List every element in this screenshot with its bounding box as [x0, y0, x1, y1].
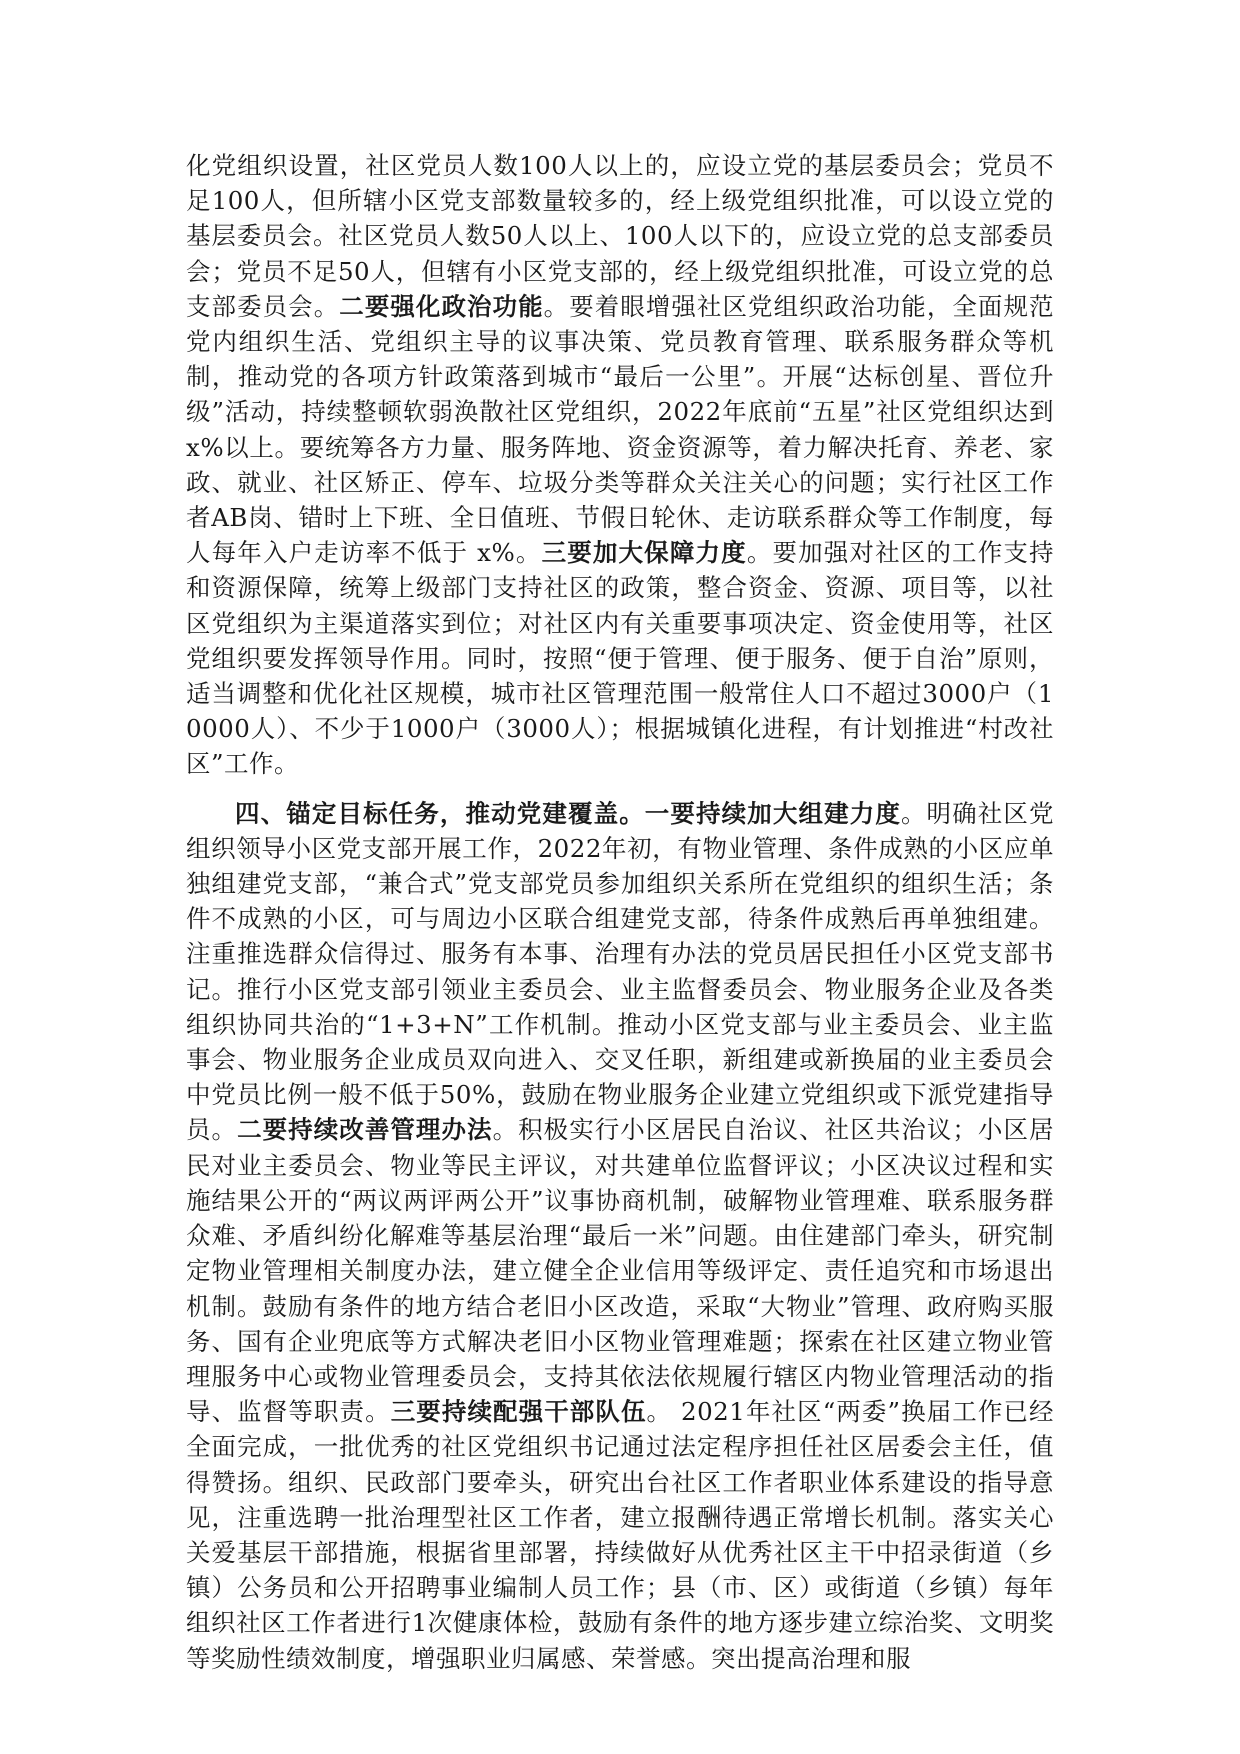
section-heading-four: 四、锚定目标任务，推动党建覆盖。一要持续加大组建力度: [235, 798, 901, 828]
paragraph-text: 。明确社区党组织领导小区党支部开展工作，2022年初，有物业管理、条件成熟的小区应单独组建党支部，“兼合式”党支部党员参加组织关系所在党组织的组织生活；条件不成熟的小区，可与周边小区联合组建党支部，待条件成熟后再单独组建。注重推选群众信得过、服务有本事、治理有办法的党员居民担任小区党支部书记。推行小区党支部引领业主委员会、业主监督委员会、物业服务企业及各类组织协同共治的“1+3+N”工作机制。推动小区党支部与业主委员会、业主监事会、物业服务企业成员双向进入、交叉任职，新组建或新换届的业主委员会中党员比例一般不低于50%，鼓励在物业服务企业建立党组织或下派党建指导员。: [186, 798, 1055, 1145]
paragraph-section-four: [186, 796, 1054, 1676]
document-page: [186, 148, 1054, 1676]
paragraph-text: 。要加强对社区的工作支持和资源保障，统筹上级部门支持社区的政策，整合资金、资源、项目等，以社区党组织为主渠道落实到位；对社区内有关重要事项决定、资金使用等，社区党组织要发挥领导作用。同时，按照“便于管理、便于服务、便于自治”原则，适当调整和优化社区规模，城市社区管理范围一般常住人口不超过3000户（10000人）、不少于1000户（3000人）；根据城镇化进程，有计划推进“村改社区”工作。: [186, 538, 1055, 779]
bold-heading-improve-management: 二要持续改善管理办法: [237, 1115, 493, 1145]
bold-heading-increase-support: 三要加大保障力度: [541, 538, 747, 568]
paragraph-text: 化党组织设置，社区党员人数100人以上的，应设立党的基层委员会；党员不足100人，但所辖小区党支部数量较多的，经上级党组织批准，可以设立党的基层委员会。社区党员人数50人以上、100人以下的，应设立党的总支部委员会；党员不足50人，但辖有小区党支部的，经上级党组织批准，可设立党的总支部委员会。: [186, 151, 1054, 321]
bold-heading-strengthen-cadres: 三要持续配强干部队伍: [390, 1397, 647, 1427]
paragraph-text: 。积极实行小区居民自治议、社区共治议；小区居民对业主委员会、物业等民主评议，对共建单位监督评议；小区决议过程和实施结果公开的“两议两评两公开”议事协商机制，破解物业管理难、联系服务群众难、矛盾纠纷化解难等基层治理“最后一米”问题。由住建部门牵头，研究制定物业管理相关制度办法，建立健全企业信用等级评定、责任追究和市场退出机制。鼓励有条件的地方结合老旧小区改造，采取“大物业”管理、政府购买服务、国有企业兜底等方式解决老旧小区物业管理难题；探索在社区建立物业管理服务中心或物业管理委员会，支持其依法依规履行辖区内物业管理活动的指导、监督等职责。: [186, 1115, 1055, 1427]
paragraph-text: 。 2021年社区“两委”换届工作已经全面完成，一批优秀的社区党组织书记通过法定程序担任社区居委会主任，值得赞扬。组织、民政部门要牵头，研究出台社区工作者职业体系建设的指导意见，注重选聘一批治理型社区工作者，建立报酬待遇正常增长机制。落实关心关爱基层干部措施，根据省里部署，持续做好从优秀社区主干中招录街道（乡镇）公务员和公开招聘事业编制人员工作；县（市、区）或街道（乡镇）每年组织社区工作者进行1次健康体检，鼓励有条件的地方逐步建立综治奖、文明奖等奖励性绩效制度，增强职业归属感、荣誉感。突出提高治理和服: [186, 1397, 1055, 1673]
paragraph-party-organization-setup: [186, 148, 1054, 782]
paragraph-text: 。要着眼增强社区党组织政治功能，全面规范党内组织生活、党组织主导的议事决策、党员教育管理、联系服务群众等机制，推动党的各项方针政策落到城市“最后一公里”。开展“达标创星、晋位升级”活动，持续整顿软弱涣散社区党组织，2022年底前“五星”社区党组织达到x%以上。要统筹各方力量、服务阵地、资金资源等，着力解决托育、养老、家政、就业、社区矫正、停车、垃圾分类等群众关注关心的问题；实行社区工作者AB岗、错时上下班、全日值班、节假日轮休、走访联系群众等工作制度，每人每年入户走访率不低于 x%。: [186, 291, 1055, 568]
bold-heading-strengthen-political-function: 二要强化政治功能: [339, 291, 544, 321]
